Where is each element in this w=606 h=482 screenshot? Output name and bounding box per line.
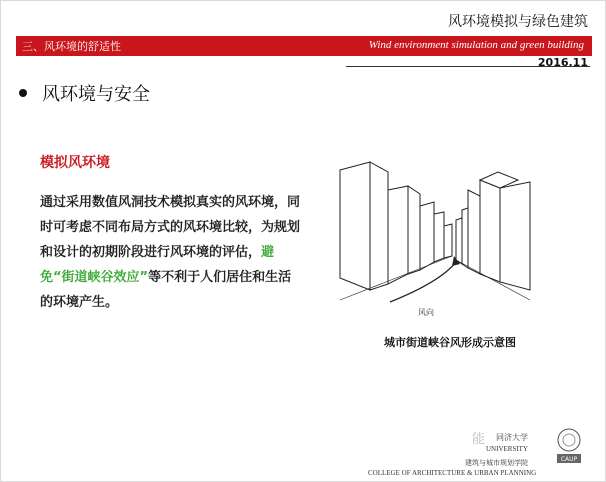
university-seal-icon <box>556 428 582 464</box>
watermark: 能 <box>472 432 486 447</box>
english-title: Wind environment simulation and green building <box>368 39 584 51</box>
body-highlight: 避免“街道峡谷效应” <box>40 245 275 285</box>
street-canyon-illustration <box>330 150 535 320</box>
bullet-icon <box>19 89 27 97</box>
course-title: 风环境模拟与绿色建筑 <box>448 14 588 30</box>
wind-label: 风向 <box>418 308 434 317</box>
figure-caption: 城市街道峡谷风形成示意图 <box>384 336 516 349</box>
university-en: UNIVERSITY <box>486 445 528 453</box>
subheading: 模拟风环境 <box>40 155 110 171</box>
building-left-front <box>340 162 370 290</box>
caup-label: CAUP <box>560 456 578 463</box>
date-label: 2016.11 <box>537 56 588 69</box>
section-label: 三、风环境的舒适性 <box>22 40 121 53</box>
university-cn: 同济大学 <box>496 433 528 442</box>
building-right-front <box>500 182 530 290</box>
college-cn: 建筑与城市规划学院 <box>465 459 528 467</box>
body-text-post: 等不利于人们居住和生活的环境产生。 <box>40 270 292 310</box>
body-text-pre: 通过采用数值风洞技术模拟真实的风环境，同时可考虑不同布局方式的风环境比较，为规划和设计的初期阶段进行风环境的评估， <box>40 195 301 260</box>
building-right-side <box>480 180 500 282</box>
body-paragraph <box>40 190 300 315</box>
section-header-bar <box>16 36 592 56</box>
slide-heading: 风环境与安全 <box>42 84 150 105</box>
building-left-side <box>370 162 388 290</box>
college-en: COLLEGE OF ARCHITECTURE & URBAN PLANNING <box>368 469 537 477</box>
